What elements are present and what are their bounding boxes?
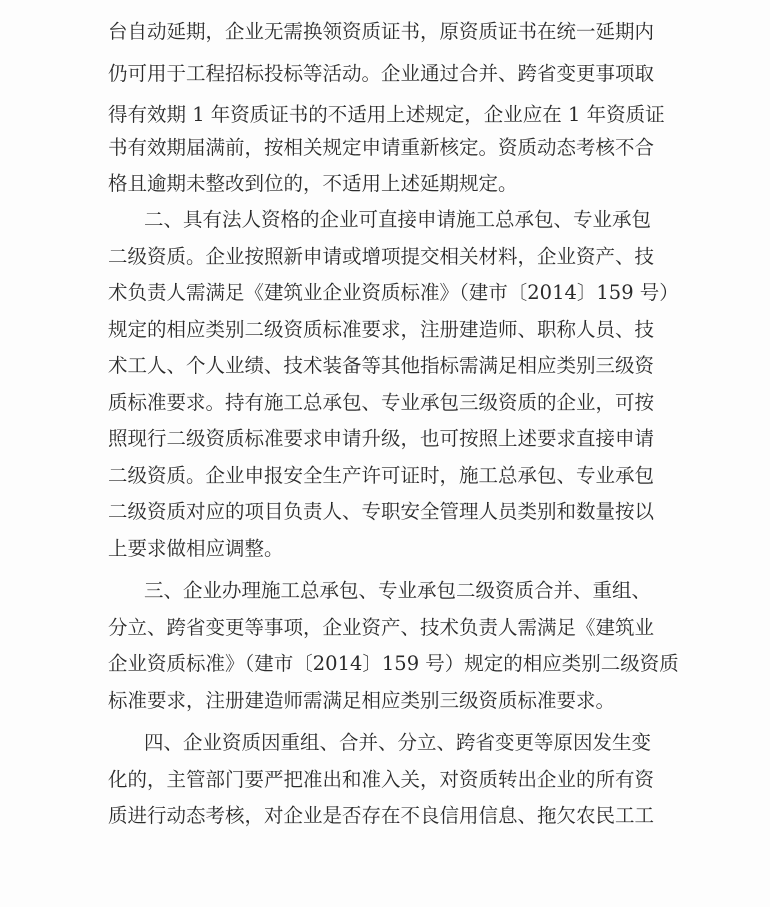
text-line: 台自动延期，企业无需换领资质证书，原资质证书在统一延期内 bbox=[108, 20, 655, 43]
text-line: 标准要求，注册建造师需满足相应类别三级资质标准要求。 bbox=[108, 689, 616, 712]
text-line: 书有效期届满前，按相关规定申请重新核定。资质动态考核不合 bbox=[108, 136, 655, 159]
text-line: 术负责人需满足《建筑业企业资质标准》（建市〔2014〕159 号） bbox=[108, 281, 679, 304]
text-line: 术工人、个人业绩、技术装备等其他指标需满足相应类别三级资 bbox=[108, 354, 655, 377]
paragraph-4-first-line: 四、企业资质因重组、合并、分立、跨省变更等原因发生变 bbox=[144, 731, 652, 754]
text-line: 二级资质对应的项目负责人、专职安全管理人员类别和数量按以 bbox=[108, 500, 655, 523]
text-line: 照现行二级资质标准要求申请升级，也可按照上述要求直接申请 bbox=[108, 427, 655, 450]
text-line: 格且逾期未整改到位的，不适用上述延期规定。 bbox=[108, 172, 518, 195]
text-line: 上要求做相应调整。 bbox=[108, 537, 284, 560]
text-line: 企业资质标准》（建市〔2014〕159 号）规定的相应类别二级资质 bbox=[108, 652, 679, 675]
paragraph-2-first-line: 二、具有法人资格的企业可直接申请施工总承包、专业承包 bbox=[144, 208, 652, 231]
text-line: 得有效期 1 年资质证书的不适用上述规定，企业应在 1 年资质证 bbox=[108, 103, 665, 126]
text-line: 仍可用于工程招标投标等活动。企业通过合并、跨省变更事项取 bbox=[108, 62, 655, 85]
text-line: 规定的相应类别二级资质标准要求，注册建造师、职称人员、技 bbox=[108, 318, 655, 341]
text-line: 二级资质。企业按照新申请或增项提交相关材料，企业资产、技 bbox=[108, 245, 655, 268]
text-line: 二级资质。企业申报安全生产许可证时，施工总承包、专业承包 bbox=[108, 464, 655, 487]
paragraph-3-first-line: 三、企业办理施工总承包、专业承包二级资质合并、重组、 bbox=[144, 579, 652, 602]
text-line: 分立、跨省变更等事项，企业资产、技术负责人需满足《建筑业 bbox=[108, 616, 655, 639]
text-line: 化的，主管部门要严把准出和准入关，对资质转出企业的所有资 bbox=[108, 768, 655, 791]
text-line: 质标准要求。持有施工总承包、专业承包三级资质的企业，可按 bbox=[108, 391, 655, 414]
text-line: 质进行动态考核，对企业是否存在不良信用信息、拖欠农民工工 bbox=[108, 804, 655, 827]
